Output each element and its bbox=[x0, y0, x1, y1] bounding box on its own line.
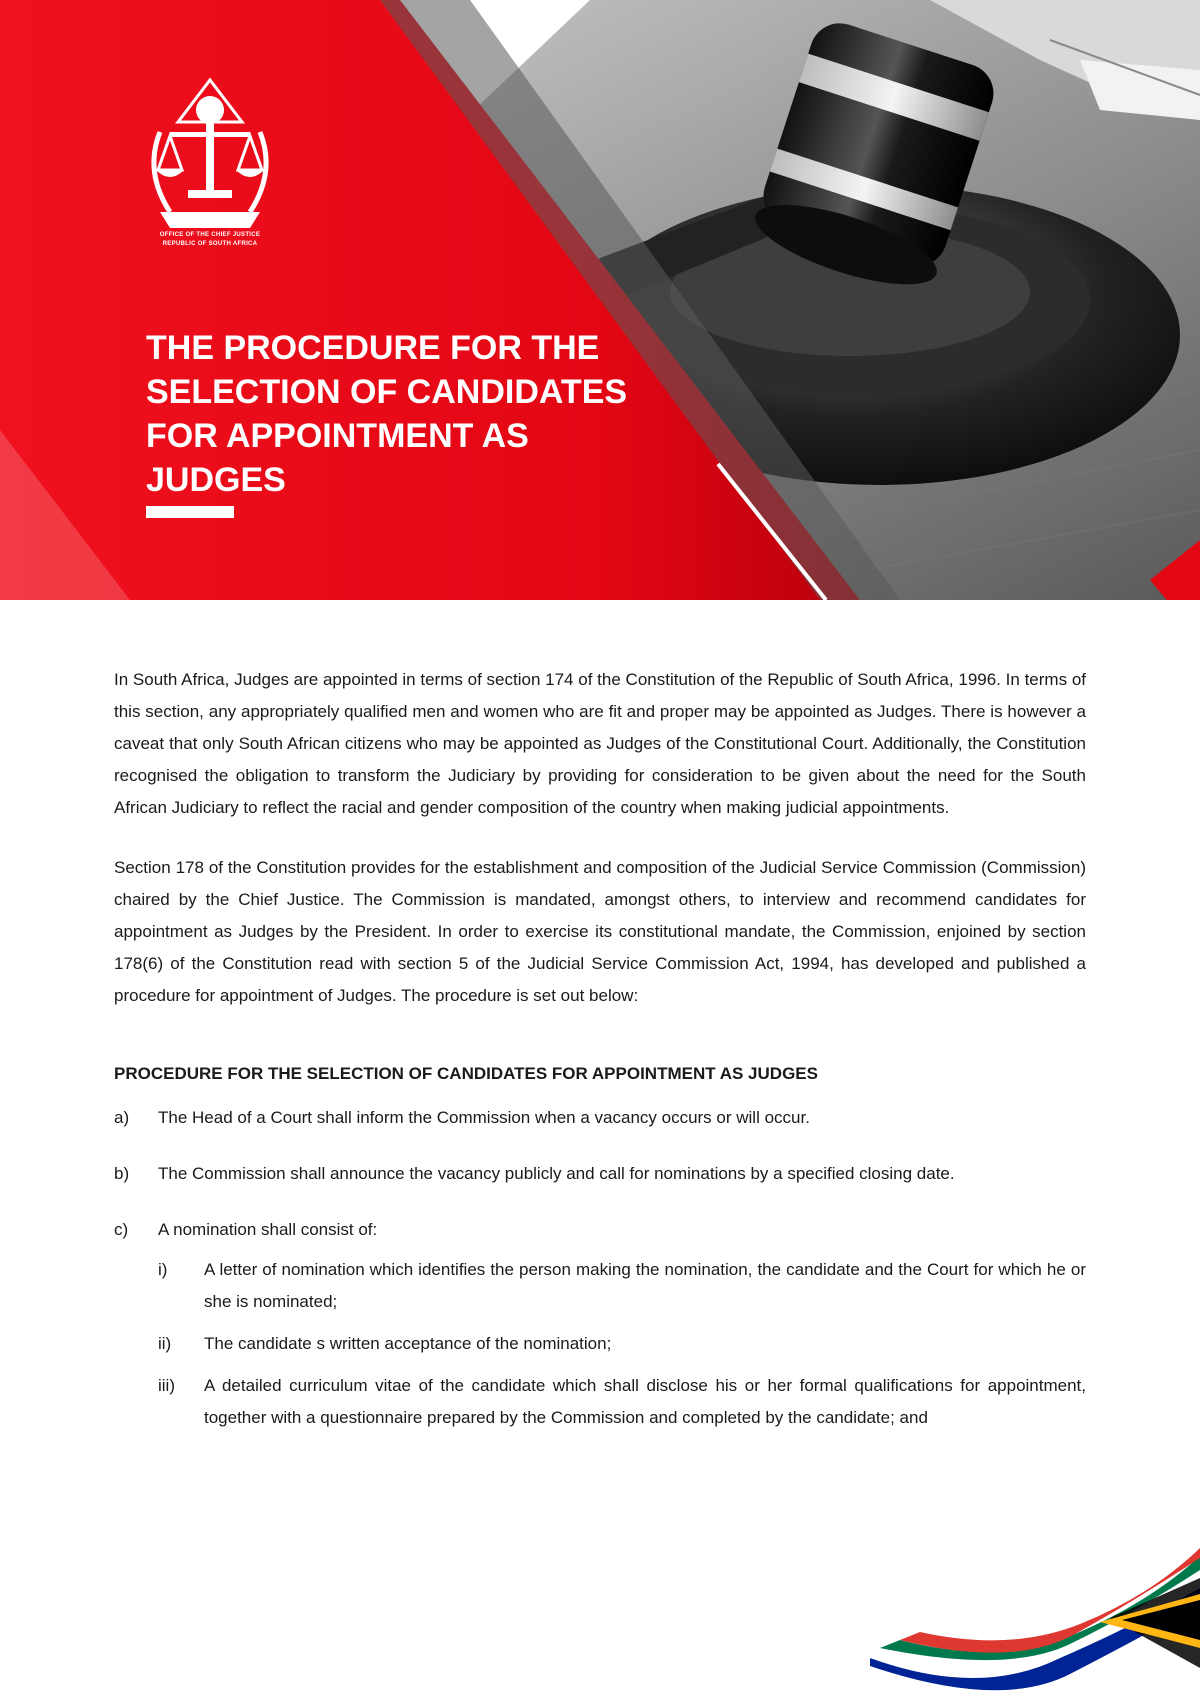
item-label: a) bbox=[114, 1108, 130, 1127]
item-text: The Commission shall announce the vacancy publicly and call for nominations by a specified closing date. bbox=[158, 1164, 955, 1183]
procedure-item-a bbox=[114, 1102, 1086, 1134]
logo-caption-line1: OFFICE OF THE CHIEF JUSTICE bbox=[159, 232, 261, 238]
item-label: c) bbox=[114, 1220, 129, 1239]
title-underline bbox=[146, 506, 234, 518]
sub-item-label: ii) bbox=[158, 1334, 172, 1353]
sub-item-text: A detailed curriculum vitae of the candidate which shall disclose his or her formal qualifications for appointment, together with a questionnaire prepared by the Commission and completed by the candidate; and bbox=[204, 1376, 1086, 1427]
item-body bbox=[158, 1214, 1086, 1444]
office-of-chief-justice-logo bbox=[140, 72, 280, 252]
sub-item-label: i) bbox=[158, 1260, 168, 1279]
item-text: A nomination shall consist of: bbox=[158, 1220, 378, 1239]
procedure-item-c bbox=[114, 1214, 1086, 1444]
intro-paragraph-2: Section 178 of the Constitution provides for the establishment and composition of the Judicial Service Commission (Commission) chaired by the Chief Justice. The Commission is mandated, amongst others, to interview and recommend candidates for appointment as Judges by the President. In order to exercise its constitutional mandate, the Commission, enjoined by section 178(6) of the Constitution read with section 5 of the Judicial Service Commission Act, 1994, has developed and published a procedure for appointment of Judges. The procedure is set out below: bbox=[114, 858, 1086, 1005]
intro-paragraph-1: In South Africa, Judges are appointed in terms of section 174 of the Constitution of the Republic of South Africa, 1996. In terms of this section, any appropriately qualified men and women who are fit and proper may be appointed as Judges. There is however a caveat that only South African citizens who may be appointed as Judges of the Constitutional Court. Additionally, the Constitution recognised the obligation to transform the Judiciary by providing for consideration to be given about the need for the South African Judiciary to reflect the racial and gender composition of the country when making judicial appointments. bbox=[114, 670, 1086, 817]
logo-caption-line2: REPUBLIC OF SOUTH AFRICA bbox=[162, 241, 258, 247]
page-title: THE PROCEDURE FOR THE SELECTION OF CANDIDATES FOR APPOINTMENT AS JUDGES bbox=[146, 329, 628, 499]
item-text: The Head of a Court shall inform the Commission when a vacancy occurs or will occur. bbox=[158, 1108, 810, 1127]
sub-item-label: iii) bbox=[158, 1376, 175, 1395]
procedure-item-b bbox=[114, 1158, 1086, 1190]
sub-item-i bbox=[158, 1254, 1086, 1318]
sub-item-iii bbox=[158, 1370, 1086, 1434]
procedure-heading: PROCEDURE FOR THE SELECTION OF CANDIDATES FOR APPOINTMENT AS JUDGES bbox=[114, 1064, 818, 1083]
sub-item-text: The candidate s written acceptance of the nomination; bbox=[204, 1334, 612, 1353]
sub-list bbox=[158, 1254, 1086, 1434]
document-body bbox=[114, 664, 1086, 1468]
item-label: b) bbox=[114, 1164, 130, 1183]
sub-item-text: A letter of nomination which identifies the person making the nomination, the candidate and the Court for which he or she is nominated; bbox=[204, 1260, 1086, 1311]
south-african-flag-ribbon bbox=[860, 1548, 1200, 1696]
sub-item-ii bbox=[158, 1328, 1086, 1360]
